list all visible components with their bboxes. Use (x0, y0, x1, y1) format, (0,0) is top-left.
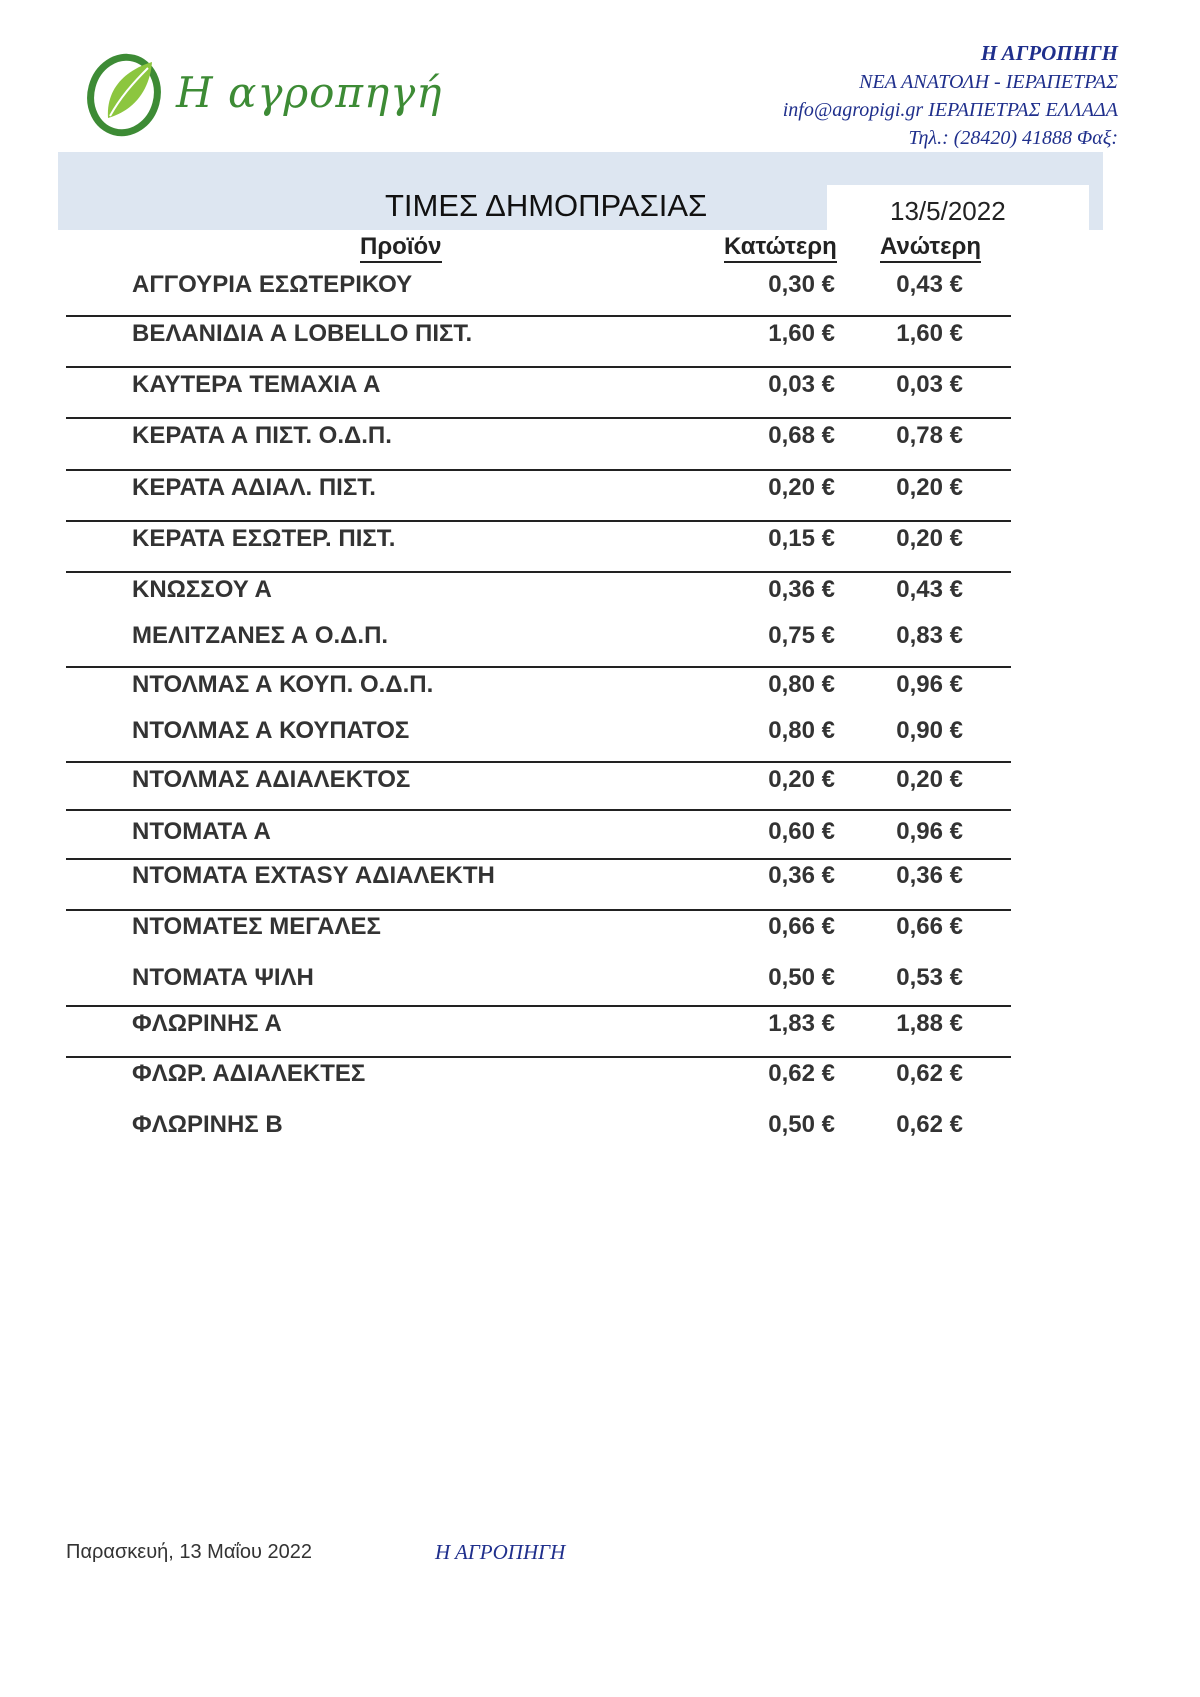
row-divider (66, 909, 1011, 911)
low-price: 0,20 € (768, 474, 835, 501)
row-divider (66, 366, 1011, 368)
low-price: 0,15 € (768, 525, 835, 552)
product-name: ΝΤΟΛΜΑΣ Α ΚΟΥΠ. Ο.Δ.Π. (132, 671, 434, 698)
product-name: ΚΝΩΣΣΟΥ Α (132, 576, 272, 603)
low-price: 0,60 € (768, 818, 835, 845)
low-price: 0,50 € (768, 964, 835, 991)
high-price: 0,20 € (896, 474, 963, 501)
product-name: ΦΛΩΡΙΝΗΣ Β (132, 1111, 283, 1138)
low-price: 0,75 € (768, 622, 835, 649)
company-info (783, 38, 1118, 152)
high-price: 0,03 € (896, 371, 963, 398)
product-name: ΦΛΩΡ. ΑΔΙΑΛΕΚΤΕΣ (132, 1060, 366, 1087)
logo-text: Η αγροπηγή (176, 68, 443, 117)
column-header-product: Προϊόν (360, 233, 442, 263)
high-price: 0,66 € (896, 913, 963, 940)
high-price: 0,43 € (896, 576, 963, 603)
low-price: 0,36 € (768, 862, 835, 889)
footer-date: Παρασκευή, 13 Μαΐου 2022 (66, 1541, 312, 1563)
row-divider (66, 469, 1011, 471)
product-name: ΜΕΛΙΤΖΑΝΕΣ Α Ο.Δ.Π. (132, 622, 389, 649)
product-name: ΚΕΡΑΤΑ ΑΔΙΑΛ. ΠΙΣΤ. (132, 474, 376, 501)
high-price: 1,60 € (896, 320, 963, 347)
low-price: 0,62 € (768, 1060, 835, 1087)
high-price: 0,90 € (896, 717, 963, 744)
high-price: 0,62 € (896, 1111, 963, 1138)
high-price: 0,62 € (896, 1060, 963, 1087)
product-name: ΚΕΡΑΤΑ Α ΠΙΣΤ. Ο.Δ.Π. (132, 422, 392, 449)
low-price: 1,60 € (768, 320, 835, 347)
row-divider (66, 858, 1011, 860)
company-phone: Τηλ.: (28420) 41888 Φαξ: (908, 127, 1118, 149)
high-price: 1,88 € (896, 1010, 963, 1037)
product-name: ΝΤΟΛΜΑΣ ΑΔΙΑΛΕΚΤΟΣ (132, 766, 411, 793)
company-address: ΝΕΑ ΑΝΑΤΟΛΗ - ΙΕΡΑΠΕΤΡΑΣ (859, 71, 1118, 93)
low-price: 0,30 € (768, 271, 835, 298)
product-name: ΝΤΟΜΑΤΑ EXTASY ΑΔΙΑΛΕΚΤΗ (132, 862, 495, 889)
column-header-high: Ανώτερη (880, 233, 981, 263)
row-divider (66, 809, 1011, 811)
product-name: ΚΑΥΤΕΡΑ ΤΕΜΑΧΙΑ Α (132, 371, 381, 398)
high-price: 0,96 € (896, 818, 963, 845)
product-name: ΝΤΟΜΑΤΑ Α (132, 818, 271, 845)
high-price: 0,83 € (896, 622, 963, 649)
row-divider (66, 1005, 1011, 1007)
product-name: ΦΛΩΡΙΝΗΣ Α (132, 1010, 282, 1037)
product-name: ΝΤΟΛΜΑΣ Α ΚΟΥΠΑΤΟΣ (132, 717, 410, 744)
low-price: 0,68 € (768, 422, 835, 449)
low-price: 0,80 € (768, 717, 835, 744)
high-price: 0,96 € (896, 671, 963, 698)
product-name: ΝΤΟΜΑΤΕΣ ΜΕΓΑΛΕΣ (132, 913, 381, 940)
row-divider (66, 761, 1011, 763)
high-price: 0,36 € (896, 862, 963, 889)
row-divider (66, 315, 1011, 317)
column-header-low: Κατώτερη (724, 233, 837, 263)
company-logo (84, 48, 443, 138)
company-email: info@agropigi.gr ΙΕΡΑΠΕΤΡΑΣ ΕΛΛΑΔΑ (782, 99, 1118, 121)
low-price: 0,50 € (768, 1111, 835, 1138)
company-name: Η ΑΓΡΟΠΗΓΗ (980, 41, 1118, 65)
product-name: ΒΕΛΑΝΙΔΙΑ Α LOBELLO ΠΙΣΤ. (132, 320, 473, 347)
high-price: 0,20 € (896, 766, 963, 793)
footer-company-name: Η ΑΓΡΟΠΗΓΗ (435, 1540, 566, 1564)
row-divider (66, 1056, 1011, 1058)
high-price: 0,43 € (896, 271, 963, 298)
leaf-logo-icon (84, 48, 170, 138)
low-price: 0,36 € (768, 576, 835, 603)
high-price: 0,20 € (896, 525, 963, 552)
row-divider (66, 417, 1011, 419)
high-price: 0,78 € (896, 422, 963, 449)
low-price: 0,80 € (768, 671, 835, 698)
low-price: 0,03 € (768, 371, 835, 398)
auction-date: 13/5/2022 (890, 196, 1006, 226)
row-divider (66, 571, 1011, 573)
product-name: ΑΓΓΟΥΡΙΑ ΕΣΩΤΕΡΙΚΟΥ (132, 271, 413, 298)
low-price: 0,66 € (768, 913, 835, 940)
low-price: 1,83 € (768, 1010, 835, 1037)
product-name: ΝΤΟΜΑΤΑ ΨΙΛΗ (132, 964, 314, 991)
product-name: ΚΕΡΑΤΑ ΕΣΩΤΕΡ. ΠΙΣΤ. (132, 525, 396, 552)
row-divider (66, 520, 1011, 522)
row-divider (66, 666, 1011, 668)
high-price: 0,53 € (896, 964, 963, 991)
page-title: ΤΙΜΕΣ ΔΗΜΟΠΡΑΣΙΑΣ (385, 188, 708, 223)
low-price: 0,20 € (768, 766, 835, 793)
